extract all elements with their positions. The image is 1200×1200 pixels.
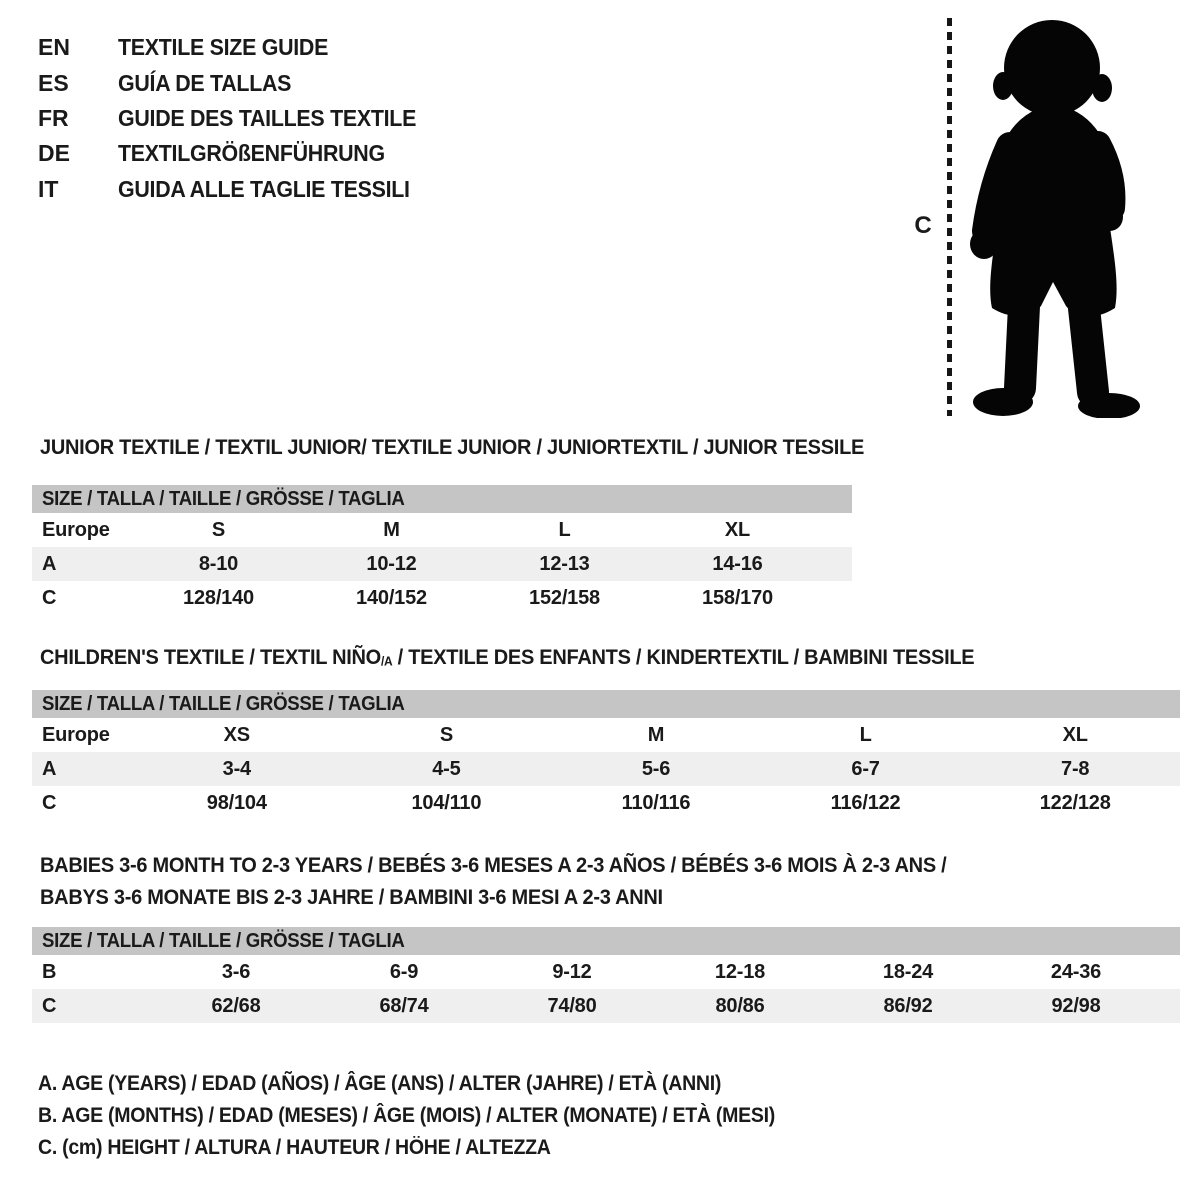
language-row-en <box>38 30 439 65</box>
junior-size-table <box>32 485 852 615</box>
table-cell: 122/128 <box>1039 791 1111 814</box>
babies-title-line1-text: BABIES 3-6 MONTH TO 2-3 YEARS / BEBÉS 3-6 MESES A 2-3 AÑOS / BÉBÉS 3-6 MOIS À 2-3 ANS / <box>40 853 947 877</box>
size-header-label: SIZE / TALLA / TAILLE / GRÖSSE / TAGLIA <box>42 930 405 952</box>
table-cell: 152/158 <box>529 586 600 609</box>
guide-title-de: TEXTILGRÖßENFÜHRUNG <box>118 140 385 167</box>
table-cell: XL <box>724 518 751 541</box>
language-row-fr <box>38 101 439 136</box>
size-header-bar <box>32 485 852 513</box>
table-cell: 62/68 <box>211 994 261 1017</box>
table-row-europe <box>32 513 852 547</box>
table-row-age <box>32 752 1180 786</box>
table-cell: M <box>383 518 400 541</box>
height-measure-label: C <box>914 212 932 239</box>
language-title-list <box>38 30 439 207</box>
table-cell: 158/170 <box>702 586 773 609</box>
row-label: A <box>42 552 57 575</box>
table-cell: 5-6 <box>641 757 671 780</box>
size-header-bar <box>32 690 1180 718</box>
size-header-label: SIZE / TALLA / TAILLE / GRÖSSE / TAGLIA <box>42 693 405 715</box>
table-cell: 92/98 <box>1051 994 1101 1017</box>
row-label: C <box>42 791 57 814</box>
table-row-height <box>32 989 1180 1023</box>
table-row-height <box>32 786 1180 820</box>
babies-title-line2-text: BABYS 3-6 MONATE BIS 2-3 JAHRE / BAMBINI 3-6 MESI A 2-3 ANNI <box>40 885 663 909</box>
table-cell: 80/86 <box>715 994 765 1017</box>
row-label: Europe <box>42 723 110 746</box>
table-cell: 128/140 <box>183 586 254 609</box>
language-row-de <box>38 136 439 171</box>
table-cell: 110/116 <box>621 791 691 814</box>
table-cell: 8-10 <box>198 552 239 575</box>
babies-size-table <box>32 927 1180 1023</box>
table-cell: XL <box>1062 723 1088 746</box>
row-label: C <box>42 994 57 1017</box>
table-cell: 116/122 <box>830 791 901 814</box>
guide-title-it: GUIDA ALLE TAGLIE TESSILI <box>118 175 410 202</box>
table-cell: 140/152 <box>356 586 427 609</box>
legend-text: B. AGE (MONTHS) / EDAD (MESES) / ÂGE (MOIS) / ALTER (MONATE) / ETÀ (MESI) <box>38 1104 775 1127</box>
table-cell: 104/110 <box>411 791 482 814</box>
language-code: FR <box>38 104 69 131</box>
table-cell: XS <box>223 723 250 746</box>
table-row-europe <box>32 718 1180 752</box>
height-measure-dashed-line <box>947 18 952 416</box>
table-cell: 6-7 <box>851 757 880 780</box>
table-cell: 12-13 <box>539 552 590 575</box>
table-cell: 6-9 <box>389 960 419 983</box>
table-cell: 12-18 <box>714 960 766 983</box>
table-cell: L <box>558 518 571 541</box>
table-row-age <box>32 547 852 581</box>
children-title-suffix: / TEXTILE DES ENFANTS / KINDERTEXTIL / BAMBINI TESSILE <box>392 645 975 669</box>
guide-title-es: GUÍA DE TALLAS <box>118 69 292 96</box>
legend-text: C. (cm) HEIGHT / ALTURA / HAUTEUR / HÖHE / ALTEZZA <box>38 1136 551 1159</box>
table-cell: 3-4 <box>222 757 251 780</box>
language-row-es <box>38 65 439 100</box>
legend-line-age-years <box>38 1072 773 1096</box>
junior-section-title <box>40 436 926 459</box>
language-code: IT <box>38 175 59 202</box>
legend-text: A. AGE (YEARS) / EDAD (AÑOS) / ÂGE (ANS) / ALTER (JAHRE) / ETÀ (ANNI) <box>38 1072 722 1095</box>
legend-line-height <box>38 1136 589 1160</box>
table-cell: 68/74 <box>379 994 429 1017</box>
table-cell: S <box>211 518 226 541</box>
babies-section-title-line1 <box>40 854 1015 877</box>
table-cell: 4-5 <box>432 757 461 780</box>
table-cell: 74/80 <box>547 994 597 1017</box>
baby-silhouette-icon <box>962 16 1144 418</box>
table-row-months <box>32 955 1180 989</box>
junior-section-title-text: JUNIOR TEXTILE / TEXTIL JUNIOR/ TEXTILE JUNIOR / JUNIORTEXTIL / JUNIOR TESSILE <box>40 435 865 459</box>
table-cell: 10-12 <box>366 552 417 575</box>
children-size-table <box>32 690 1180 820</box>
children-section-title-text <box>40 646 974 673</box>
table-cell: 98/104 <box>206 791 267 814</box>
table-cell: 86/92 <box>883 994 933 1017</box>
table-cell: 14-16 <box>712 552 763 575</box>
table-row-height <box>32 581 852 615</box>
table-cell: S <box>439 723 453 746</box>
table-cell: M <box>647 723 665 746</box>
table-cell: 24-36 <box>1050 960 1102 983</box>
language-code: EN <box>38 34 70 61</box>
children-title-prefix: CHILDREN'S TEXTILE / TEXTIL NIÑO <box>40 645 381 669</box>
children-title-subscript: /A <box>380 653 393 669</box>
guide-title-fr: GUIDE DES TAILLES TEXTILE <box>118 104 417 131</box>
size-header-label: SIZE / TALLA / TAILLE / GRÖSSE / TAGLIA <box>42 488 405 510</box>
legend-line-age-months <box>38 1104 830 1128</box>
size-header-bar <box>32 927 1180 955</box>
table-cell: 9-12 <box>552 960 592 983</box>
language-code: ES <box>38 69 69 96</box>
language-row-it <box>38 172 439 207</box>
row-label: Europe <box>42 518 110 541</box>
row-label: C <box>42 586 57 609</box>
table-cell: 18-24 <box>882 960 934 983</box>
table-cell: 7-8 <box>1061 757 1090 780</box>
row-label: B <box>42 960 57 983</box>
babies-section-title-line2 <box>40 886 710 909</box>
language-code: DE <box>38 140 70 167</box>
guide-title-en: TEXTILE SIZE GUIDE <box>118 34 329 61</box>
children-section-title <box>40 646 1045 673</box>
row-label: A <box>42 757 57 780</box>
table-cell: L <box>859 723 872 746</box>
table-cell: 3-6 <box>221 960 251 983</box>
